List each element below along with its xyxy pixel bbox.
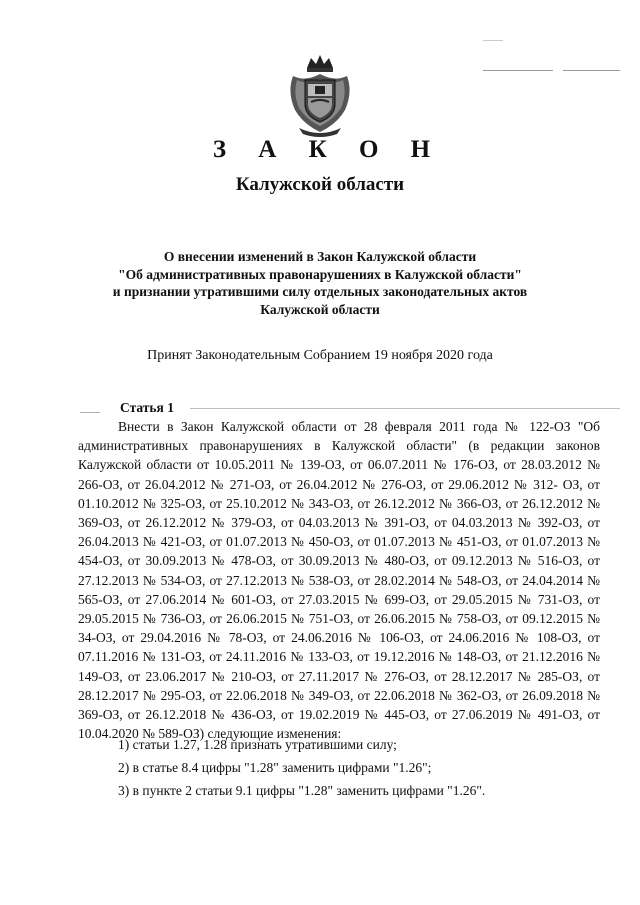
law-title: З А К О Н [212,136,444,163]
list-item: 3) в пункте 2 статьи 9.1 цифры "1.28" заменить цифрами "1.26". [118,783,486,798]
article-body-paragraph: Внести в Закон Калужской области от 28 февраля 2011 года № 122-ОЗ "Об административных правонарушениях в Калужской области" (в редакции законов Калужской области от 10.05.2011 № 139-ОЗ, от 06.07.2011 № 176-ОЗ, от 28.03.2012 № 266-ОЗ, от 26.04.2012 № 271-ОЗ, от 26.04.2012 № 276-ОЗ, от 29.06.2012 № 312- ОЗ, от 01.10.2012 № 325-ОЗ, от 25.10.2012 № 343-ОЗ, от 26.12.2012 № 366-ОЗ, от 26.12.2012 № 369-ОЗ, от 26.12.2012 № 379-ОЗ, от 04.03.2013 № 391-ОЗ, от 04.03.2013 № 392-ОЗ, от 26.04.2013 № 421-ОЗ, от 01.07.2013 № 450-ОЗ, от 01.07.2013 № 451-ОЗ, от 01.07.2013 № 454-ОЗ, от 30.09.2013 № 478-ОЗ, от 30.09.2013 № 480-ОЗ, от 09.12.2013 № 516-ОЗ, от 27.12.2013 № 534-ОЗ, от 27.12.2013 № 538-ОЗ, от 28.02.2014 № 548-ОЗ, от 24.04.2014 № 565-ОЗ, от 27.06.2014 № 601-ОЗ, от 27.03.2015 № 699-ОЗ, от 29.05.2015 № 731-ОЗ, от 29.05.2015 № 736-ОЗ, от 26.06.2015 № 751-ОЗ, от 26.06.2015 № 758-ОЗ, от 09.12.2015 № 34-ОЗ, от 29.04.2016 № 78-ОЗ, от 24.06.2016 № 106-ОЗ, от 24.06.2016 № 108-ОЗ, от 07.11.2016 № 131-ОЗ, от 24.11.2016 № 133-ОЗ, от 19.12.2016 № 148-ОЗ, от 21.12.2016 № 149-ОЗ, от 23.06.2017 № 210-ОЗ, от 27.11.2017 № 276-ОЗ, от 28.12.2017 № 285-ОЗ, от 28.12.2017 № 295-ОЗ, от 22.06.2018 № 349-ОЗ, от 22.06.2018 № 362-ОЗ, от 26.09.2018 № 369-ОЗ, от 26.12.2018 № 436-ОЗ, от 19.02.2019 № 445-ОЗ, от 27.06.2019 № 491-ОЗ, от 10.04.2020 № 589-ОЗ) следующие изменения: [78,419,600,742]
heading-line: Калужской области [260,301,380,317]
scan-artifact-line [190,408,620,409]
adoption-statement: Принят Законодательным Собранием 19 ноября 2020 года [147,348,493,363]
scan-artifact-line [483,40,503,41]
coat-of-arms-icon [285,52,355,138]
article-label: Статья 1 [120,400,174,415]
scan-artifact-line [563,70,620,71]
heading-line: О внесении изменений в Закон Калужской области [163,249,477,264]
heading-line: и признании утратившими силу отдельных законодательных актов [112,284,528,299]
list-item: 1) статьи 1.27, 1.28 признать утратившими силу; [118,737,397,752]
law-subtitle: Калужской области [235,174,405,195]
law-heading [60,248,580,318]
list-item: 2) в статье 8.4 цифры "1.28" заменить цифрами "1.26"; [118,760,432,775]
heading-line: "Об административных правонарушениях в Калужской области" [118,266,522,282]
scan-artifact-line [483,70,553,71]
scan-artifact-line [80,412,100,413]
